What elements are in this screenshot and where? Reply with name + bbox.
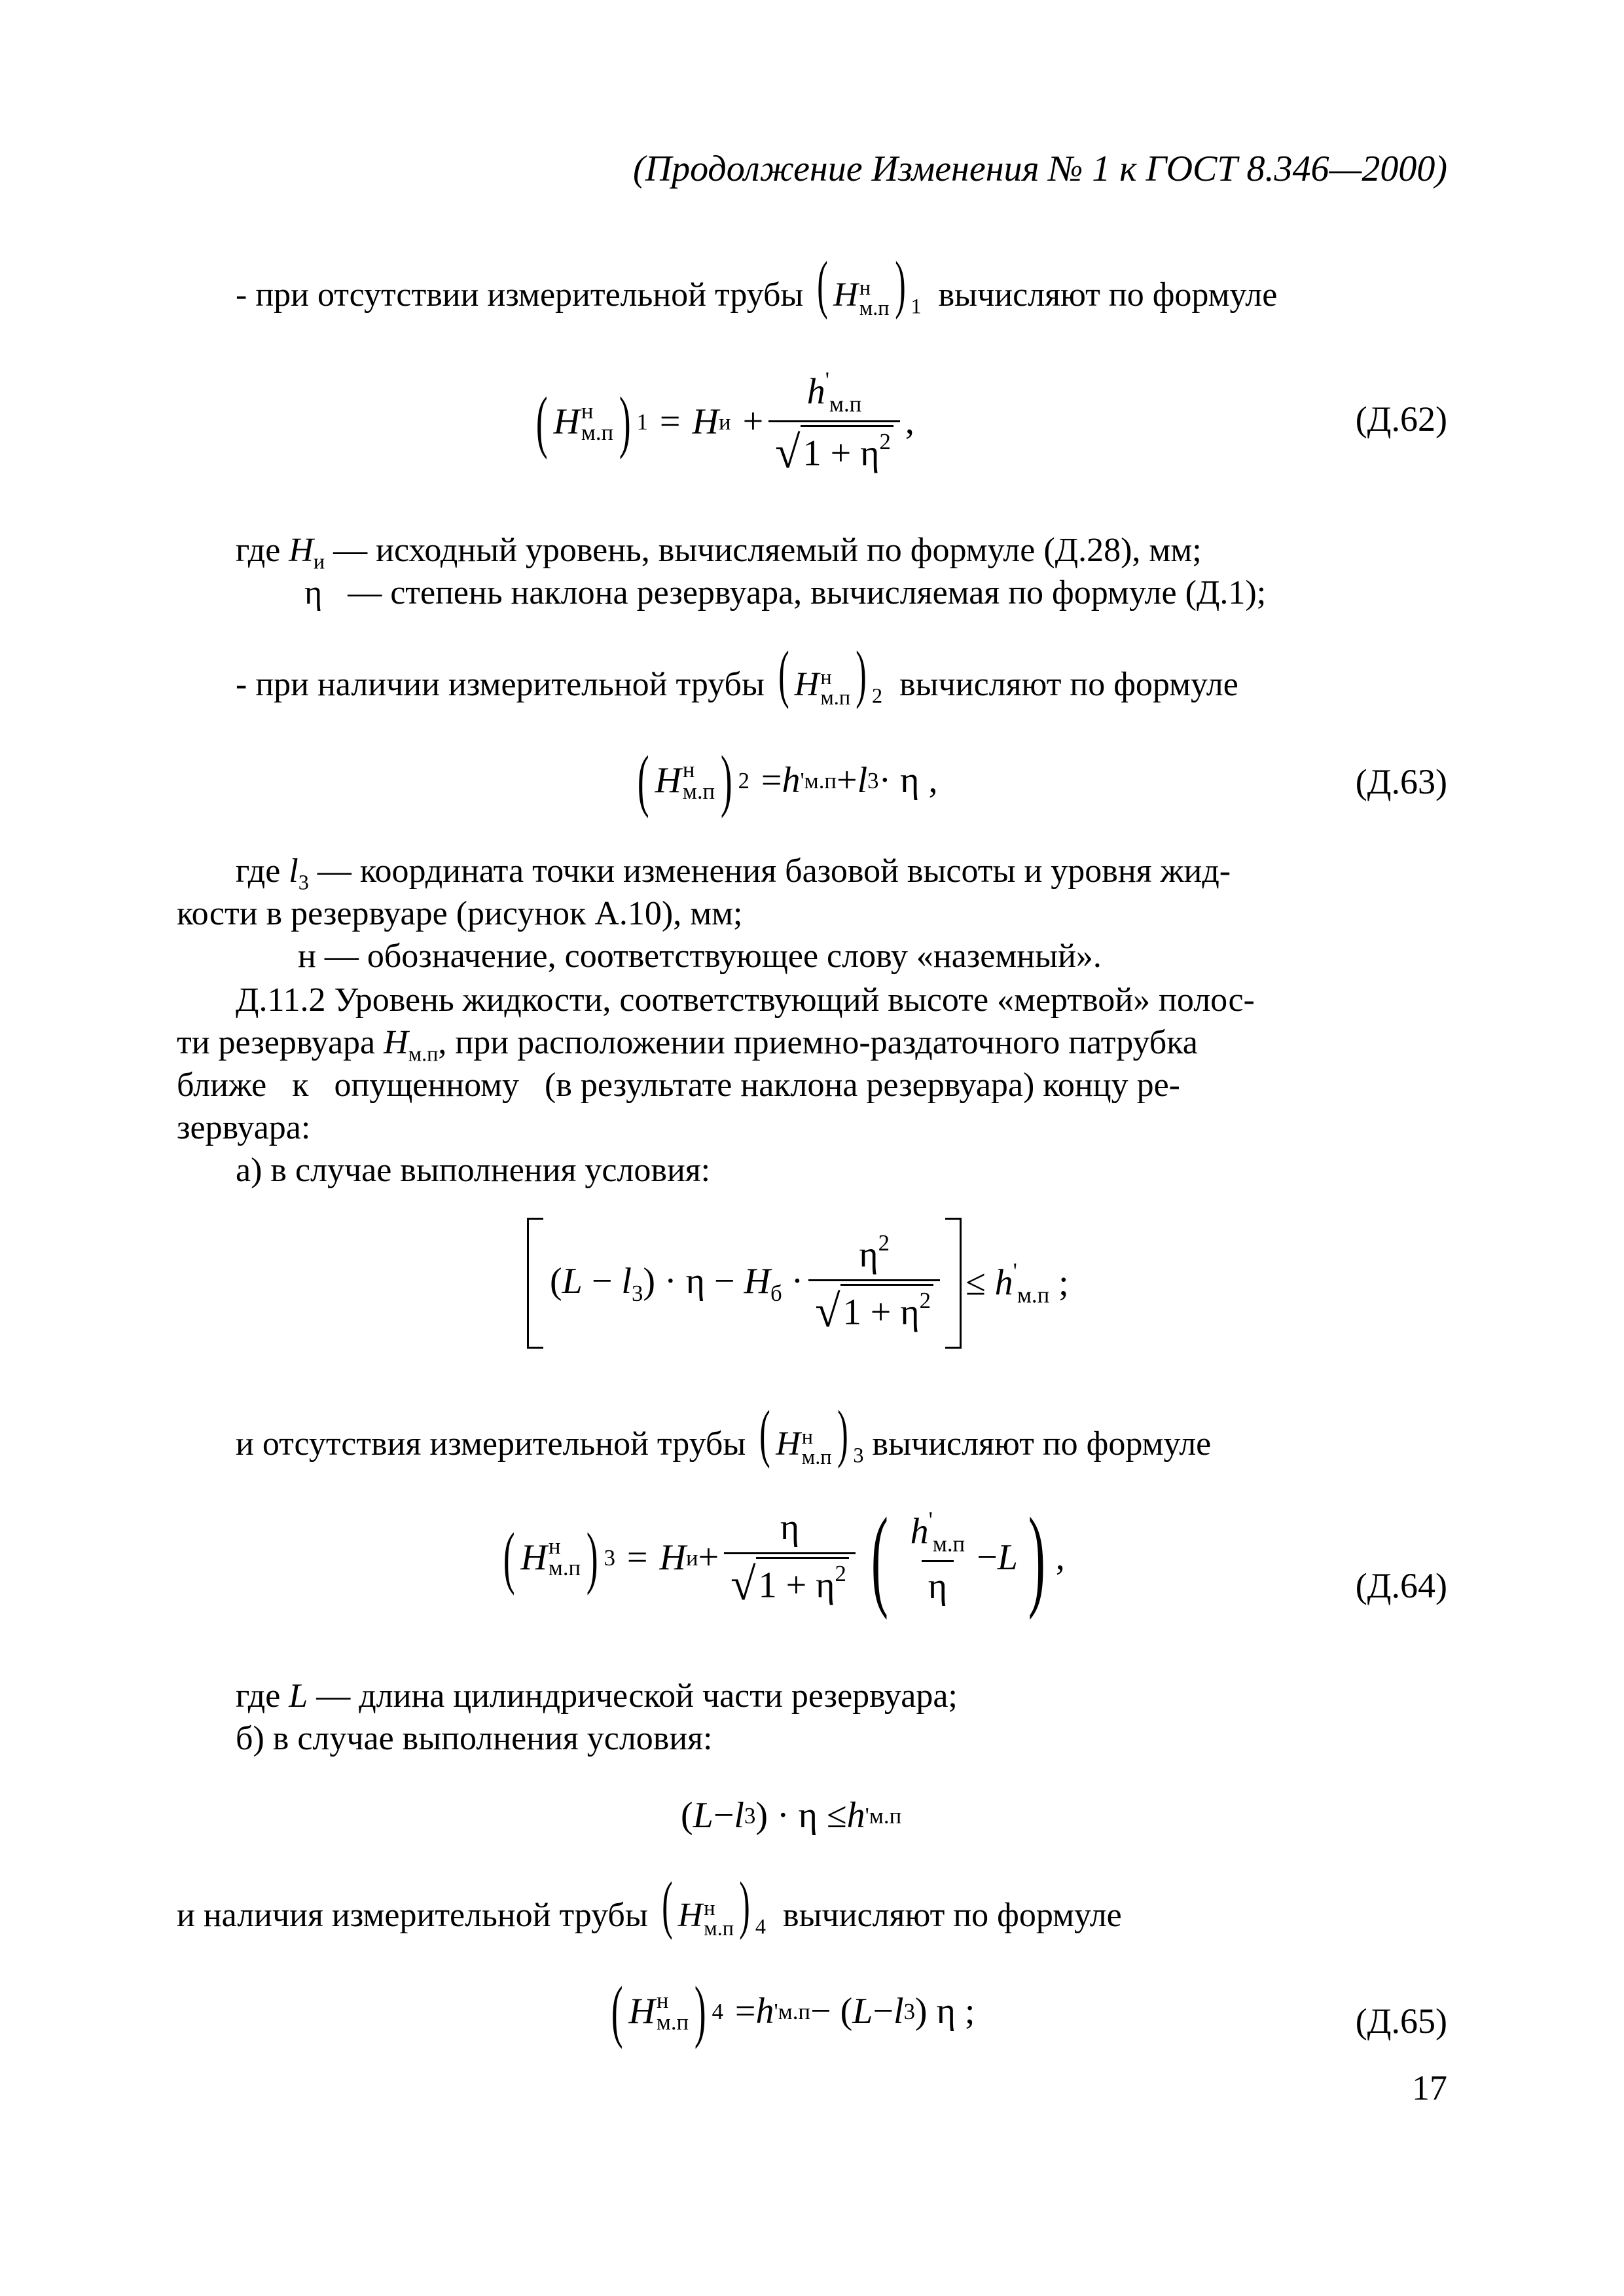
page-header: (Продолжение Изменения № 1 к ГОСТ 8.346—2000) [633,149,1447,189]
paragraph-d11-2-line4: зервуара: [177,1109,311,1146]
equation-number-d62: (Д.62) [1355,399,1447,439]
condition-a-label: а) в случае выполнения условия: [236,1152,711,1189]
paragraph-d11-2-line2: ти резервуара $H_{м.п}$, при расположении приемно-раздаточного патрубка [177,1024,1198,1066]
text-line-no-tube-3: и отсутствия измерительной трубы ( H н м.п ) $_3$ вычисляют по формуле [236,1398,1212,1469]
paragraph-d11-2-line1: Д.11.2 Уровень жидкости, соответствующий высоте «мертвой» полос- [236,981,1255,1019]
paragraph-d11-2-line3: ближе к опущенному (в результате наклона резервуара) концу ре- [177,1066,1180,1104]
condition-b-formula: ( L − l 3 ) · η ≤ h ' м.п [681,1795,902,1836]
text-line-no-tube: - при отсутствии измерительной трубы ( H н м.п ) $_1$ вычисляют по формуле [236,249,1278,320]
formula-d64: ( H н м.п ) 3 = H и + η √ $1 + \eta^2$ ( $\frac{h'_{м.п}}{\eta}$ − L ) , [503,1493,1065,1620]
where-h-i: где $H_и$ — исходный уровень, вычисляемый по формуле (Д.28), мм; [236,532,1202,574]
where-l: где L — длина цилиндрической части резервуара; [236,1677,958,1715]
equation-number-d63: (Д.63) [1355,762,1447,801]
page-number: 17 [1412,2068,1447,2108]
formula-d62: ( H н м.п ) 1 = H и + $h'_{м.п}$ √ $1 + \eta^2$ , [535,367,914,478]
condition-b-label: б) в случае выполнения условия: [236,1720,713,1757]
text-line-with-tube-4: и наличия измерительной трубы ( H н м.п ) $_4$ вычисляют по формуле [177,1869,1122,1941]
equation-number-d65: (Д.65) [1355,2001,1447,2041]
formula-d63: ( H н м.п ) 2 = h ' м.п + l 3 · η , [637,742,938,819]
text-line-with-tube: - при наличии измерительной трубы ( H н м.п ) $_2$ вычисляют по формуле [236,638,1238,710]
where-l3-continued: кости в резервуаре (рисунок А.10), мм; [177,895,743,932]
where-n: н — обозначение, соответствующее слову «наземный». [298,938,1102,975]
equation-number-d64: (Д.64) [1355,1566,1447,1605]
where-l3: где $l_3$ — координата точки изменения базовой высоты и уровня жид- [236,852,1231,894]
formula-d65: ( H н м.п ) 4 = h ' м.п − ( L − l 3 ) η ; [611,1973,975,2050]
where-eta: η — степень наклона резервуара, вычисляемая по формуле (Д.1); [304,574,1267,611]
condition-a-formula: $(L - l_3) \cdot \eta - H_б$ · $\eta^2$ √ $1 + \eta^2$ ≤ $h'_{м.п}$ ; [527,1218,1069,1349]
